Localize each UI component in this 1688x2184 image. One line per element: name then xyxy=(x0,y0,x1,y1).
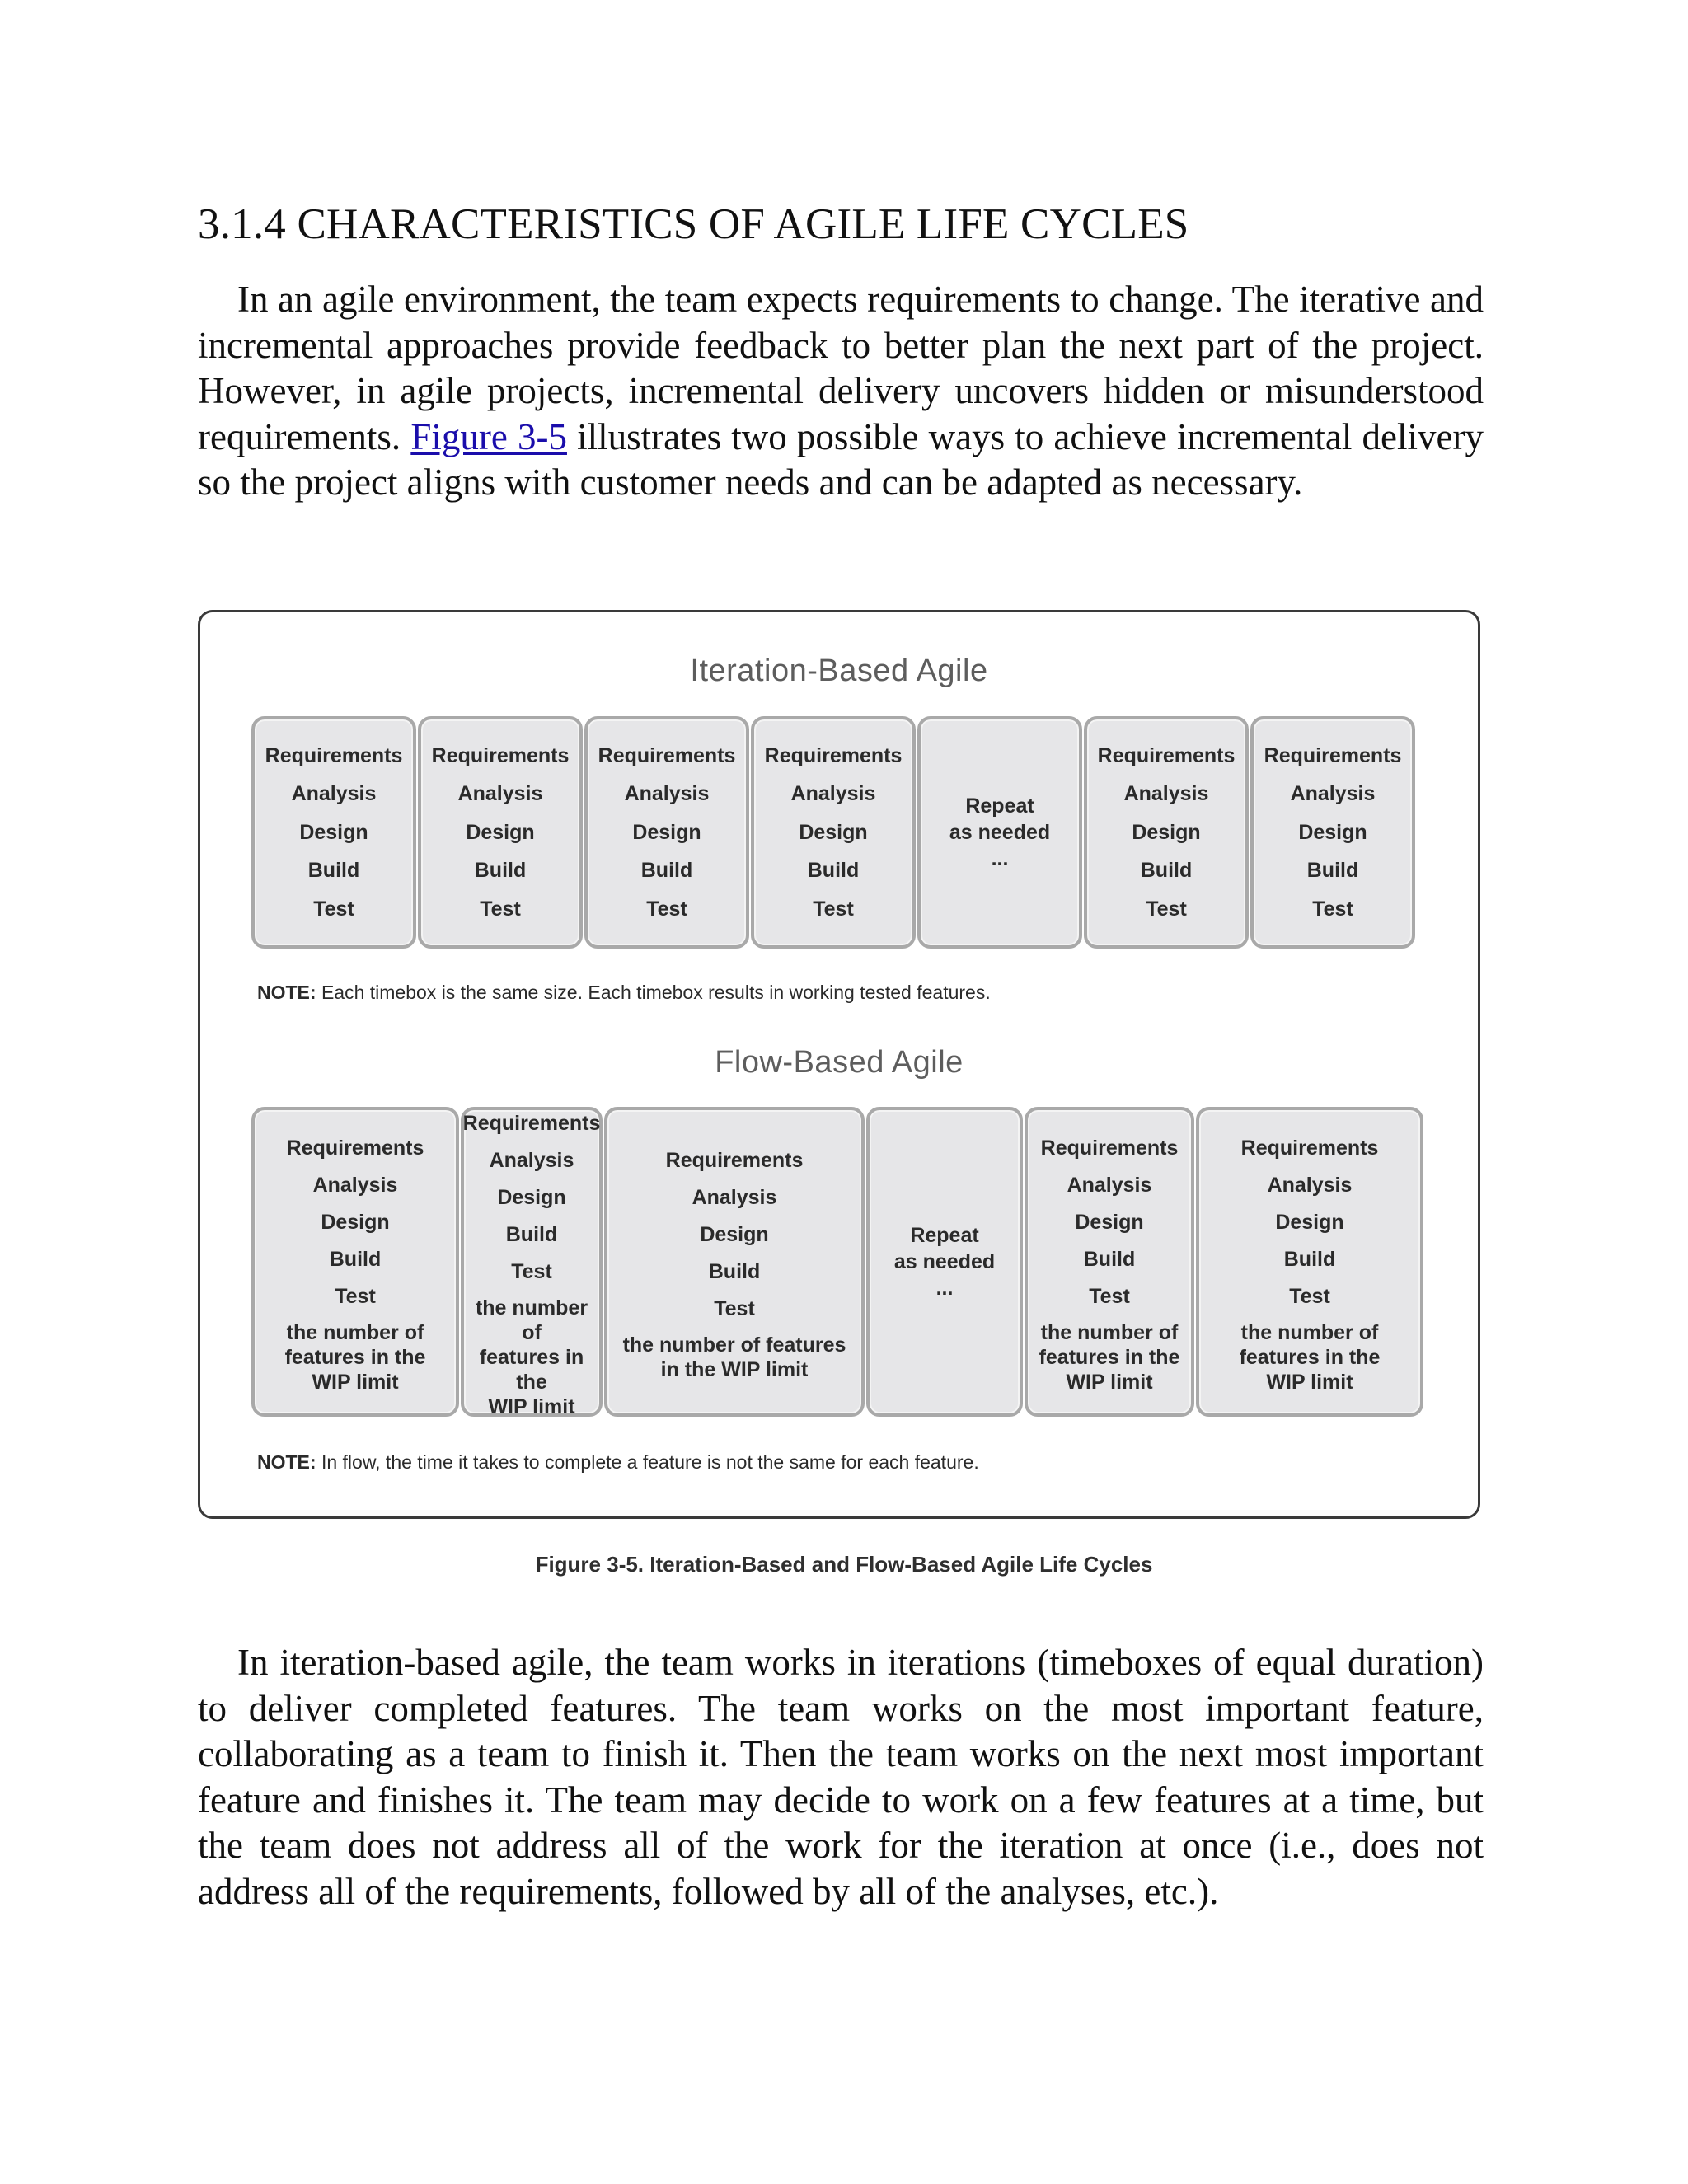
wip-limit-text xyxy=(623,1333,846,1382)
activity-requirements: Requirements xyxy=(598,743,736,767)
wip-line: features in the xyxy=(1039,1345,1180,1369)
activity-analysis: Analysis xyxy=(692,1185,777,1209)
activity-test: Test xyxy=(1289,1284,1330,1308)
note-label: NOTE: xyxy=(257,982,316,1003)
activity-test: Test xyxy=(511,1259,552,1283)
figure-link[interactable]: Figure 3-5 xyxy=(410,415,567,457)
wip-line: features in the xyxy=(1239,1345,1381,1369)
iteration-timebox-6 xyxy=(1250,716,1415,949)
iteration-timebox-3 xyxy=(584,716,749,949)
activity-design: Design xyxy=(1275,1210,1344,1234)
wip-line: WIP limit xyxy=(1266,1370,1353,1394)
activity-requirements: Requirements xyxy=(265,743,403,767)
intro-paragraph xyxy=(198,277,1484,506)
activity-design: Design xyxy=(632,820,701,844)
activity-design: Design xyxy=(497,1185,566,1209)
iteration-note xyxy=(257,982,991,1004)
activity-test: Test xyxy=(813,897,854,921)
activity-design: Design xyxy=(1075,1210,1144,1234)
intro-text-end: illustrates two possible ways to achieve incremental delivery so the project aligns with customer needs and can be adapted as necessary. xyxy=(198,415,1484,503)
activity-analysis: Analysis xyxy=(312,1173,398,1197)
activity-build: Build xyxy=(307,859,360,883)
activity-analysis: Analysis xyxy=(624,782,710,806)
activity-requirements: Requirements xyxy=(1097,743,1236,767)
activity-build: Build xyxy=(1140,859,1193,883)
wip-line: features in the xyxy=(479,1345,584,1394)
activity-build: Build xyxy=(329,1247,382,1271)
flow-based-title: Flow-Based Agile xyxy=(715,1045,964,1080)
activity-analysis: Analysis xyxy=(1267,1173,1353,1197)
iteration-repeat-box xyxy=(917,716,1082,949)
activity-build: Build xyxy=(640,859,693,883)
activity-analysis: Analysis xyxy=(1067,1173,1152,1197)
wip-line: features in the xyxy=(284,1345,426,1369)
activity-requirements: Requirements xyxy=(286,1136,424,1160)
as-needed-label: as needed xyxy=(893,1250,996,1273)
ellipsis: ... xyxy=(991,847,1009,870)
flow-box-3 xyxy=(604,1107,865,1417)
activity-design: Design xyxy=(321,1210,390,1234)
wip-line: the number of xyxy=(1040,1320,1179,1344)
activity-build: Build xyxy=(708,1259,761,1283)
activity-analysis: Analysis xyxy=(1123,782,1209,806)
figure-3-5 xyxy=(198,610,1480,1519)
wip-limit-text xyxy=(464,1296,599,1419)
note-text: Each timebox is the same size. Each timebox results in working tested features. xyxy=(316,982,991,1003)
activity-analysis: Analysis xyxy=(489,1148,574,1172)
activity-design: Design xyxy=(799,820,868,844)
wip-line: WIP limit xyxy=(488,1394,575,1418)
activity-test: Test xyxy=(646,897,687,921)
activity-requirements: Requirements xyxy=(665,1148,804,1172)
flow-box-5 xyxy=(1196,1107,1423,1417)
activity-analysis: Analysis xyxy=(1290,782,1376,806)
iteration-based-title: Iteration-Based Agile xyxy=(690,654,988,688)
activity-test: Test xyxy=(313,897,354,921)
section-heading: 3.1.4 CHARACTERISTICS OF AGILE LIFE CYCLES xyxy=(198,200,1189,248)
wip-limit-text xyxy=(1240,1320,1381,1394)
ellipsis: ... xyxy=(935,1277,954,1300)
wip-line: the number of features xyxy=(622,1333,846,1357)
activity-requirements: Requirements xyxy=(764,743,903,767)
activity-analysis: Analysis xyxy=(790,782,876,806)
activity-test: Test xyxy=(335,1284,376,1308)
intro-text-start: In an agile environment, the team expects requirements to change. The iterative and incremental approaches provide feedback to better plan the next part of the project. However, in agile projects, incremental delivery uncovers hidden or misunderstood requirements. xyxy=(198,279,1484,457)
activity-requirements: Requirements xyxy=(431,743,570,767)
activity-analysis: Analysis xyxy=(457,782,543,806)
wip-line: in the WIP limit xyxy=(660,1357,809,1381)
activity-requirements: Requirements xyxy=(462,1111,601,1135)
repeat-label: Repeat xyxy=(965,794,1034,818)
flow-box-2 xyxy=(461,1107,603,1417)
activity-design: Design xyxy=(299,820,368,844)
activity-build: Build xyxy=(1306,859,1359,883)
activity-test: Test xyxy=(480,897,521,921)
flow-box-1 xyxy=(251,1107,459,1417)
activity-build: Build xyxy=(505,1222,558,1246)
wip-line: the number of xyxy=(1240,1320,1379,1344)
wip-line: WIP limit xyxy=(312,1370,399,1394)
activity-design: Design xyxy=(1298,820,1367,844)
flow-note xyxy=(257,1451,979,1474)
figure-caption: Figure 3-5. Iteration-Based and Flow-Based Agile Life Cycles xyxy=(535,1552,1153,1577)
iteration-timebox-5 xyxy=(1084,716,1249,949)
flow-box-4 xyxy=(1025,1107,1194,1417)
activity-build: Build xyxy=(1083,1247,1136,1271)
repeat-label: Repeat xyxy=(910,1224,979,1247)
activity-build: Build xyxy=(807,859,860,883)
activity-design: Design xyxy=(1132,820,1201,844)
note-label: NOTE: xyxy=(257,1451,316,1473)
iteration-timebox-1 xyxy=(251,716,416,949)
note-text: In flow, the time it takes to complete a feature is not the same for each feature. xyxy=(316,1451,979,1473)
activity-requirements: Requirements xyxy=(1040,1136,1179,1160)
flow-repeat-box xyxy=(866,1107,1023,1417)
wip-limit-text xyxy=(1039,1320,1180,1394)
activity-design: Design xyxy=(466,820,535,844)
iteration-timeboxes xyxy=(251,716,1417,949)
wip-line: the number of xyxy=(475,1296,588,1344)
wip-line: the number of xyxy=(286,1320,424,1344)
iteration-timebox-2 xyxy=(418,716,583,949)
wip-line: WIP limit xyxy=(1066,1370,1153,1394)
activity-test: Test xyxy=(1146,897,1187,921)
iteration-timebox-4 xyxy=(751,716,916,949)
flow-boxes xyxy=(251,1107,1425,1417)
activity-design: Design xyxy=(700,1222,769,1246)
activity-analysis: Analysis xyxy=(291,782,377,806)
activity-requirements: Requirements xyxy=(1240,1136,1379,1160)
as-needed-label: as needed xyxy=(949,821,1051,844)
activity-requirements: Requirements xyxy=(1264,743,1402,767)
activity-test: Test xyxy=(714,1296,755,1320)
iteration-paragraph: In iteration-based agile, the team works in iterations (timeboxes of equal duration) to deliver completed features. The team works on the most important feature, collaborating as a team to finish it. Then the team works on the next most important feature and finishes it. The team may decide to work on a few features at a time, but the team does not address all of the work for the iteration at once (i.e., does not address all of the requirements, followed by all of the analyses, etc.). xyxy=(198,1642,1484,1912)
wip-limit-text xyxy=(285,1320,426,1394)
activity-build: Build xyxy=(474,859,527,883)
activity-test: Test xyxy=(1312,897,1353,921)
activity-build: Build xyxy=(1283,1247,1336,1271)
activity-test: Test xyxy=(1089,1284,1130,1308)
